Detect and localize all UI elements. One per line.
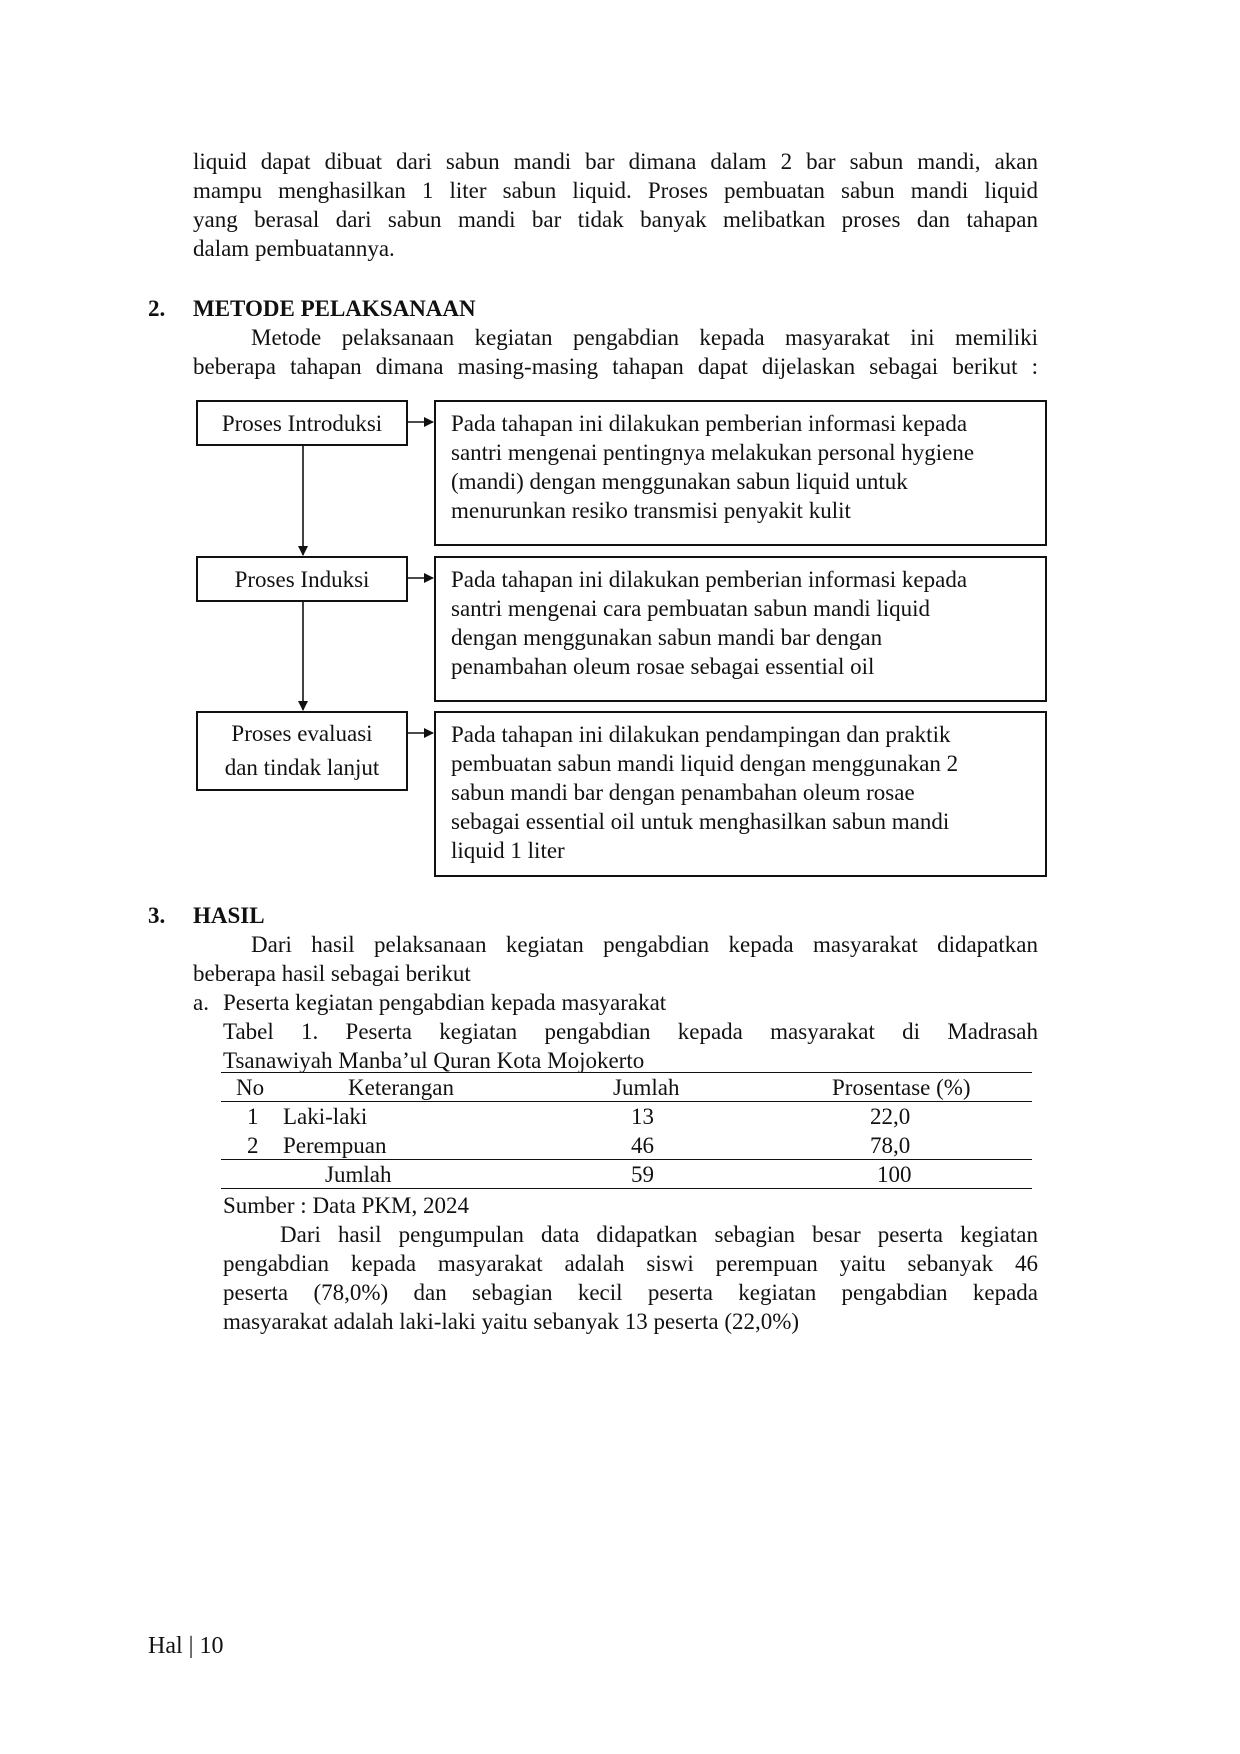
flow-stage-label: Proses Introduksi (221, 410, 383, 436)
text-line: penambahan oleum rosae sebagai essential oil (451, 654, 875, 679)
page-number: 10 (199, 1633, 224, 1659)
page-footer (148, 1632, 223, 1661)
text-line: liquid 1 liter (451, 838, 565, 863)
text-line: pengabdian kepada masyarakat adalah siswi perempuan yaitu sebanyak 46 (223, 1251, 1038, 1276)
table-cell: 46 (631, 1133, 654, 1158)
text-line: dengan menggunakan sabun mandi bar dengan (451, 625, 883, 650)
text-line: santri mengenai pentingnya melakukan personal hygiene (451, 440, 975, 465)
text-line: Tsanawiyah Manba’ul Quran Kota Mojokerto (223, 1048, 645, 1073)
flow-stage-label: Proses Induksi (234, 566, 370, 592)
table-total-prosentase: 100 (877, 1162, 912, 1187)
text-line: Dari hasil pelaksanaan kegiatan pengabdian kepada masyarakat didapatkan (251, 932, 1038, 957)
flow-stage-label: dan tindak lanjut (224, 755, 380, 780)
table-cell: 78,0 (870, 1133, 911, 1158)
table-cell (221, 1160, 283, 1189)
text-line: peserta (78,0%) dan sebagian kecil peserta kegiatan pengabdian kepada (223, 1280, 1038, 1305)
text-line: pembuatan sabun mandi liquid dengan menggunakan 2 (451, 751, 959, 776)
section-2-title: METODE PELAKSANAAN (193, 296, 476, 321)
table-row (221, 1102, 1032, 1131)
table-source: Sumber : Data PKM, 2024 (223, 1193, 469, 1218)
table-total-row (221, 1160, 1032, 1189)
subsection-a-label: a. (193, 990, 209, 1015)
result-paragraph (223, 1220, 1038, 1336)
text-line: liquid dapat dibuat dari sabun mandi bar dimana dalam 2 bar sabun mandi, akan (193, 149, 1038, 174)
table-cell: 1 (247, 1104, 259, 1129)
table-row (221, 1131, 1032, 1160)
text-line: Tabel 1. Peserta kegiatan pengabdian kepada masyarakat di Madrasah (223, 1019, 1038, 1044)
table-cell: 13 (631, 1104, 654, 1129)
table-total-label: Jumlah (325, 1162, 392, 1187)
section-3-title: HASIL (193, 903, 265, 928)
table-header-cell: Jumlah (613, 1075, 680, 1100)
footer-separator: | (188, 1633, 194, 1659)
text-line: menurunkan resiko transmisi penyakit kulit (451, 498, 851, 523)
text-line: Metode pelaksanaan kegiatan pengabdian kepada masyarakat ini memiliki (251, 325, 1038, 350)
text-line: Pada tahapan ini dilakukan pendampingan dan praktik (451, 722, 951, 747)
text-line: yang berasal dari sabun mandi bar tidak banyak melibatkan proses dan tahapan (193, 207, 1038, 232)
table-header-cell: No (236, 1075, 265, 1100)
footer-label: Hal (148, 1633, 183, 1659)
flow-stage-label: Proses evaluasi (231, 721, 373, 746)
table-header-cell: Prosentase (%) (832, 1075, 971, 1100)
text-line: (mandi) dengan menggunakan sabun liquid untuk (451, 469, 908, 494)
text-line: santri mengenai cara pembuatan sabun mandi liquid (451, 596, 931, 621)
section-3-paragraph (193, 930, 1038, 988)
table-cell: 2 (247, 1133, 259, 1158)
text-line: Pada tahapan ini dilakukan pemberian informasi kepada (451, 411, 968, 436)
table-header-row (221, 1073, 1032, 1102)
text-line: mampu menghasilkan 1 liter sabun liquid. Proses pembuatan sabun mandi liquid (193, 178, 1038, 203)
section-3-number: 3. (148, 903, 166, 928)
section-2-number: 2. (148, 296, 166, 321)
text-line: beberapa tahapan dimana masing-masing tahapan dapat dijelaskan sebagai berikut : (193, 354, 1038, 379)
text-line: masyarakat adalah laki-laki yaitu sebanyak 13 peserta (22,0%) (223, 1309, 800, 1334)
subsection-a-title: Peserta kegiatan pengabdian kepada masyarakat (223, 990, 667, 1015)
table-cell: 22,0 (870, 1104, 911, 1129)
text-line: Pada tahapan ini dilakukan pemberian informasi kepada (451, 567, 968, 592)
text-line: Dari hasil pengumpulan data didapatkan sebagian besar peserta kegiatan (280, 1222, 1038, 1247)
table-cell: Laki-laki (283, 1104, 368, 1129)
text-line: beberapa hasil sebagai berikut (193, 961, 471, 986)
text-line: dalam pembuatannya. (193, 236, 395, 261)
text-line: sabun mandi bar dengan penambahan oleum rosae (451, 780, 915, 805)
table-header-cell: Keterangan (348, 1075, 454, 1100)
table-total-jumlah: 59 (631, 1162, 654, 1187)
participants-table (221, 1073, 1032, 1189)
text-line: sebagai essential oil untuk menghasilkan sabun mandi (451, 809, 950, 834)
table-cell: Perempuan (283, 1133, 387, 1158)
table-caption (223, 1017, 1038, 1075)
